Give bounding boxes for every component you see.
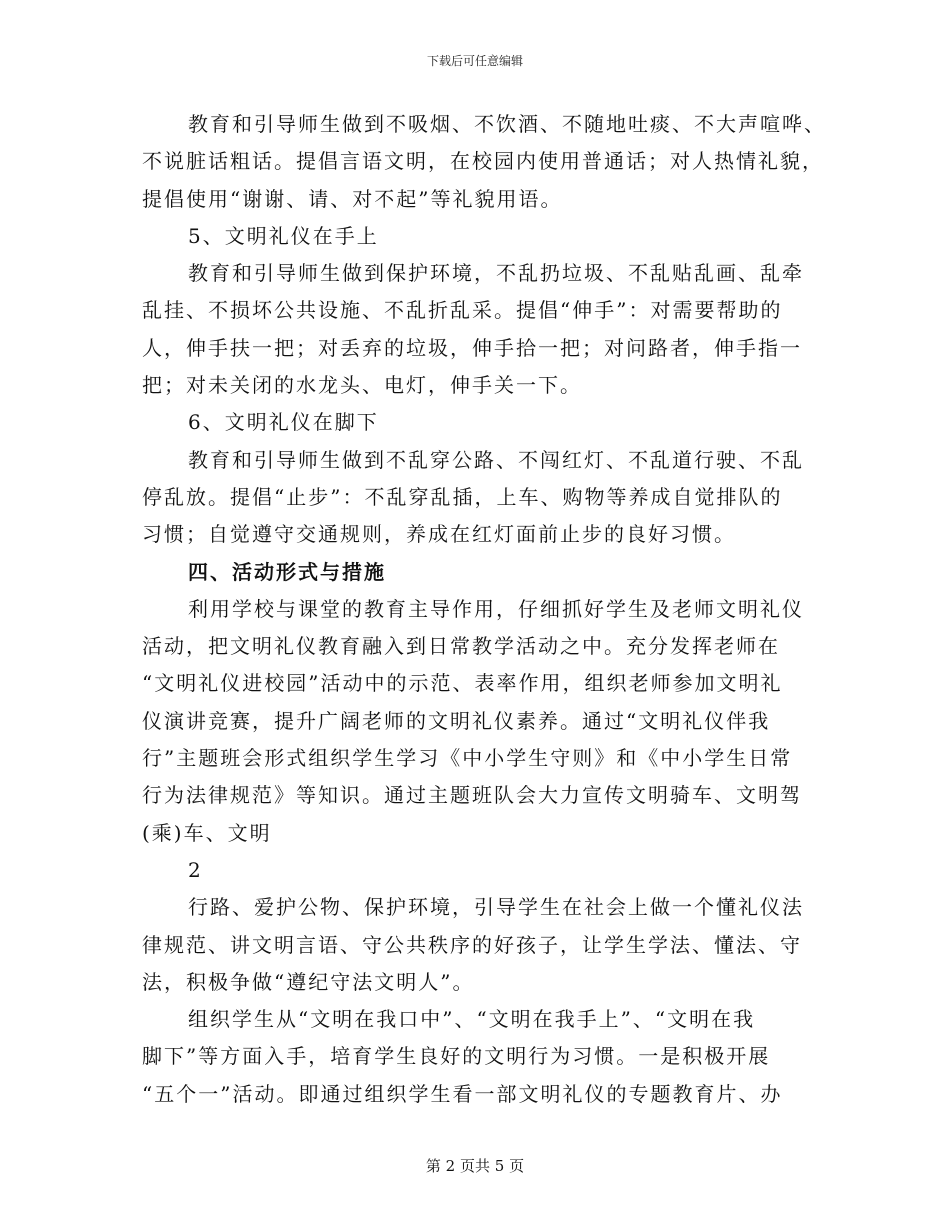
paragraph-line: 乱挂、不损坏公共设施、不乱折乱采。提倡“伸手”：对需要帮助的	[142, 298, 783, 323]
section-heading-5: 5、文明礼仪在手上	[188, 223, 379, 248]
paragraph-line: “文明礼仪进校园”活动中的示范、表率作用，组织老师参加文明礼	[142, 671, 783, 696]
paragraph-line: 提倡使用“谢谢、请、对不起”等礼貌用语。	[142, 186, 563, 211]
paragraph-line: 习惯；自觉遵守交通规则，养成在红灯面前止步的良好习惯。	[142, 522, 736, 547]
section-heading-6: 6、文明礼仪在脚下	[188, 410, 379, 435]
paragraph-line: 教育和引导师生做到不乱穿公路、不闯红灯、不乱道行驶、不乱	[188, 447, 804, 472]
paragraph-line: 组织学生从“文明在我口中”、“文明在我手上”、“文明在我	[188, 1007, 756, 1032]
paragraph-line: 利用学校与课堂的教育主导作用，仔细抓好学生及老师文明礼仪	[188, 596, 804, 621]
document-body	[142, 106, 826, 1113]
page-footer: 第 2 页共 5 页	[425, 1157, 525, 1175]
paragraph-line: 停乱放。提倡“止步”：不乱穿乱插，上车、购物等养成自觉排队的	[142, 484, 783, 509]
section-heading-4: 四、活动形式与措施	[188, 559, 386, 584]
paragraph-line: 把；对未关闭的水龙头、电灯，伸手关一下。	[142, 373, 582, 398]
paragraph-line: 活动，把文明礼仪教育融入到日常教学活动之中。充分发挥老师在	[142, 634, 780, 659]
paragraph-line: 仪演讲竞赛，提升广阔老师的文明礼仪素养。通过“文明礼仪伴我	[142, 708, 771, 733]
paragraph-line: 行为法律规范》等知识。通过主题班队会大力宣传文明骑车、文明驾	[142, 783, 802, 808]
paragraph-line: (乘)车、文明	[142, 820, 272, 845]
paragraph-line: 行路、爱护公物、保护环境，引导学生在社会上做一个懂礼仪法	[188, 895, 804, 920]
paragraph-line: 行”主题班会形式组织学生学习《中小学生守则》和《中小学生日常	[142, 746, 793, 771]
inline-page-number: 2	[188, 857, 203, 882]
paragraph-line: 法，积极争做“遵纪守法文明人”。	[142, 969, 475, 994]
paragraph-line: 不说脏话粗话。提倡言语文明，在校园内使用普通话；对人热情礼貌，	[142, 149, 824, 174]
paragraph-line: 教育和引导师生做到不吸烟、不饮酒、不随地吐痰、不大声喧哗、	[188, 112, 826, 136]
paragraph-line: 脚下”等方面入手，培育学生良好的文明行为习惯。一是积极开展	[142, 1044, 771, 1069]
paragraph-line: 人，伸手扶一把；对丢弃的垃圾，伸手拾一把；对问路者，伸手指一	[142, 335, 802, 360]
page-header: 下载后可任意编辑	[426, 54, 523, 68]
paragraph-line: 教育和引导师生做到保护环境，不乱扔垃圾、不乱贴乱画、乱牵	[188, 261, 804, 286]
paragraph-line: “五个一”活动。即通过组织学生看一部文明礼仪的专题教育片、办	[142, 1081, 783, 1106]
paragraph-line: 律规范、讲文明言语、守公共秩序的好孩子，让学生学法、懂法、守	[142, 932, 802, 957]
